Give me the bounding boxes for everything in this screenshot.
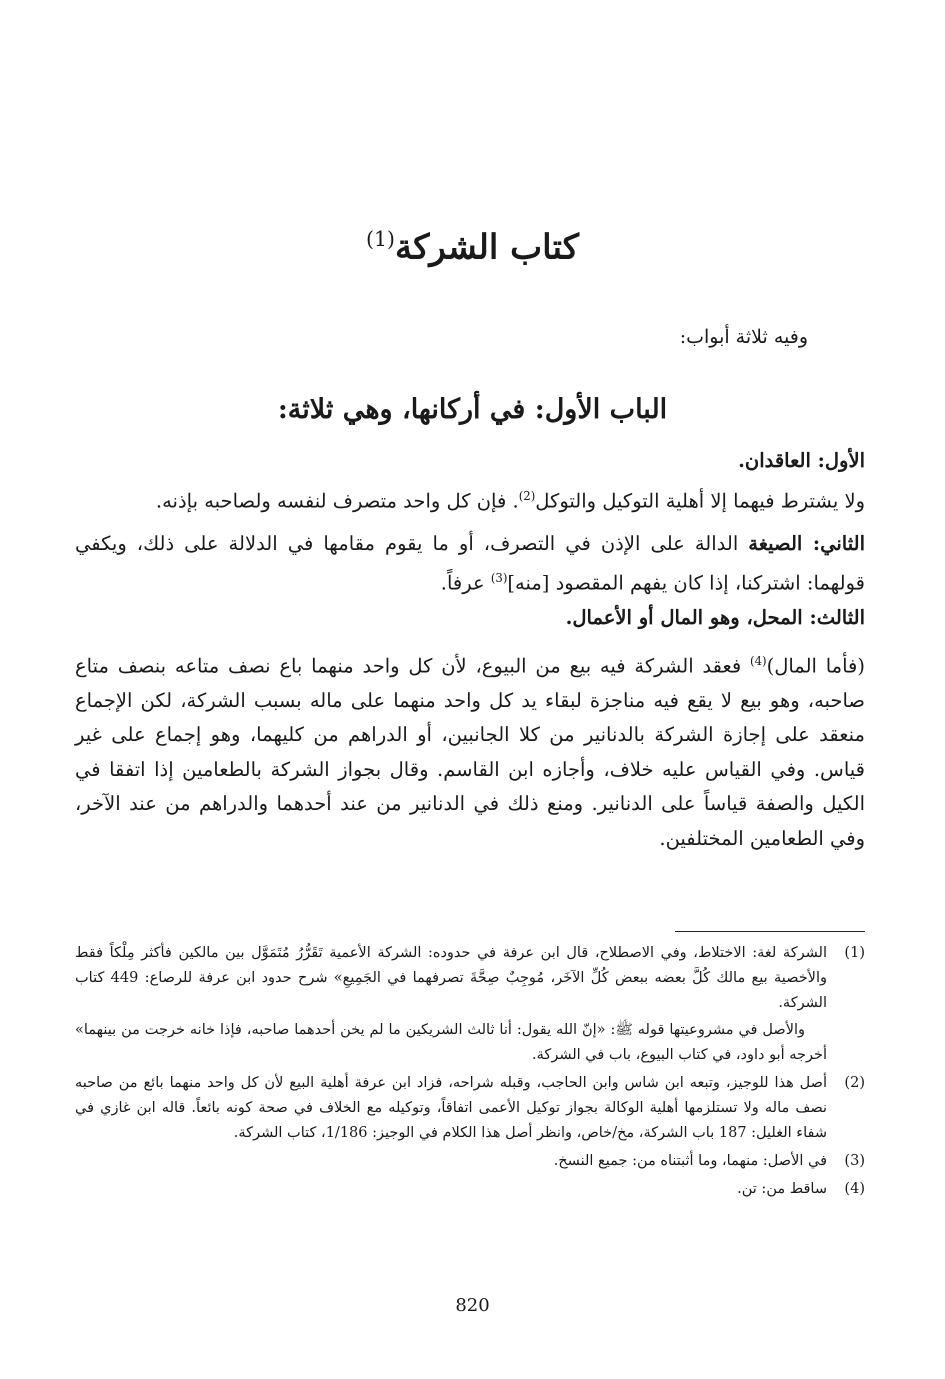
section-first-heading: الأول: العاقدان. — [738, 449, 865, 472]
footnotes — [75, 941, 865, 1205]
section-second-text-b: عرفاً. — [440, 571, 491, 595]
main-text — [75, 444, 865, 856]
section-second-label: الثاني: الصيغة — [748, 531, 865, 555]
section-first-text-b: . فإن كل واحد متصرف لنفسه ولصاحبه بإذنه. — [155, 489, 519, 512]
section-first-text-a: ولا يشترط فيهما إلا أهلية التوكيل والتوكل — [535, 489, 865, 512]
intro-line: وفيه ثلاثة أبواب: — [679, 326, 808, 348]
page-number: 820 — [455, 1295, 490, 1316]
footnote-paragraph: والأصل في مشروعيتها قوله ﷺ: «إنّ الله يقول: أنا ثالث الشريكين ما لم يخن أحدهما صاحبه، فإذا خانه خرجت من بينهما» أخرجه أبو داود، في كتاب البيوع، باب في الشركة. — [75, 1022, 827, 1063]
footnote-number: (4) — [844, 1181, 865, 1197]
footnote-text — [75, 1071, 827, 1146]
section-fourth-paragraph — [75, 644, 865, 857]
section-second-text-a: الدالة على الإذن في التصرف، أو ما يقوم مقامها في الدلالة على ذلك، ويكفي قولهما: اشتركنا، إذا كان يفهم المقصود [منه] — [75, 531, 865, 595]
footnote-number: (3) — [844, 1153, 865, 1169]
footnote-ref-3[interactable]: (3) — [490, 571, 508, 585]
section-third-heading: الثالث: المحل، وهو المال أو الأعمال. — [565, 606, 865, 629]
footnote-text — [75, 1177, 827, 1202]
footnote-ref-2[interactable]: (2) — [518, 488, 536, 503]
footnote-divider — [675, 931, 865, 932]
section-second-paragraph — [75, 527, 865, 602]
footnote-text — [75, 1149, 827, 1174]
footnote-paragraph: الشركة لغة: الاختلاط، وفي الاصطلاح، قال ابن عرفة في حدوده: الشركة الأعمية تَقَرُّرُ مُتَمَوَّل بين مالكين فأكثر مِلْكاً فقط والأخصية بيع مالك كُلَّ بعضه ببعض كُلِّ الآخَر، مُوجِبٌ صِحَّةَ تصرفهما في الجَمِيعِ» شرح حدود ابن عرفة للرصاع: 449 كتاب الشركة. — [75, 945, 827, 1011]
title-text: كتاب الشركة — [394, 227, 579, 268]
page-title — [0, 212, 945, 274]
footnote-paragraph: ساقط من: تن. — [737, 1181, 827, 1197]
footnote-text — [75, 941, 827, 1068]
footnote-number: (2) — [844, 1075, 865, 1091]
section-fourth-text-a: (فأما المال) — [766, 654, 865, 677]
footnote-paragraph: في الأصل: منهما، وما أثبتناه من: جميع النسخ. — [553, 1153, 827, 1169]
footnote-paragraph: أصل هذا للوجيز، وتبعه ابن شاس وابن الحاجب، وقبله شراحه، فزاد ابن عرفة أهلية البيع لأن كل واحد منهما بائع من صاحبه نصف ماله ولا تستلزمها أهلية الوكالة بجواز توكيل الأعمى اتفاقاً، وتوكيله مع الخلاف في صحة كونه بائعاً. قاله ابن غازي في شفاء الغليل: 187 باب الشركة، مخ/خاص، وانظر أصل هذا الكلام في الوجيز: 1/186، كتاب الشركة. — [75, 1075, 827, 1141]
section-fourth-text-b: فعقد الشركة فيه بيع من البيوع، لأن كل واحد منهما باع نصف متاعه بنصف متاع صاحبه، وهو بيع لا يقع فيه مناجزة لبقاء يد كل واحد منهما على ماله بسبب الشركة، لكن الإجماع منعقد على إجازة الشركة بالدنانير من كلا الجانبين، أو الدراهم من كليهما، وهو إجماع على غير قياس. وفي القياس عليه خلاف، وأجازه ابن القاسم. وقال بجواز الشركة بالطعامين إذا اتفقا في الكيل والصفة قياساً على الدنانير. ومنع ذلك في الدنانير من عند أحدهما والدراهم من عند الآخر، وفي الطعامين المختلفين. — [75, 654, 865, 850]
footnote-item — [75, 1071, 865, 1146]
section-first-paragraph — [75, 479, 865, 519]
footnote-ref-4[interactable]: (4) — [750, 653, 767, 668]
footnote-item — [75, 1177, 865, 1202]
footnote-item — [75, 1149, 865, 1174]
footnote-item — [75, 941, 865, 1068]
chapter-heading: الباب الأول: في أركانها، وهي ثلاثة: — [277, 394, 668, 425]
footnote-number: (1) — [844, 945, 865, 961]
title-footnote-ref[interactable]: (1) — [366, 227, 395, 251]
